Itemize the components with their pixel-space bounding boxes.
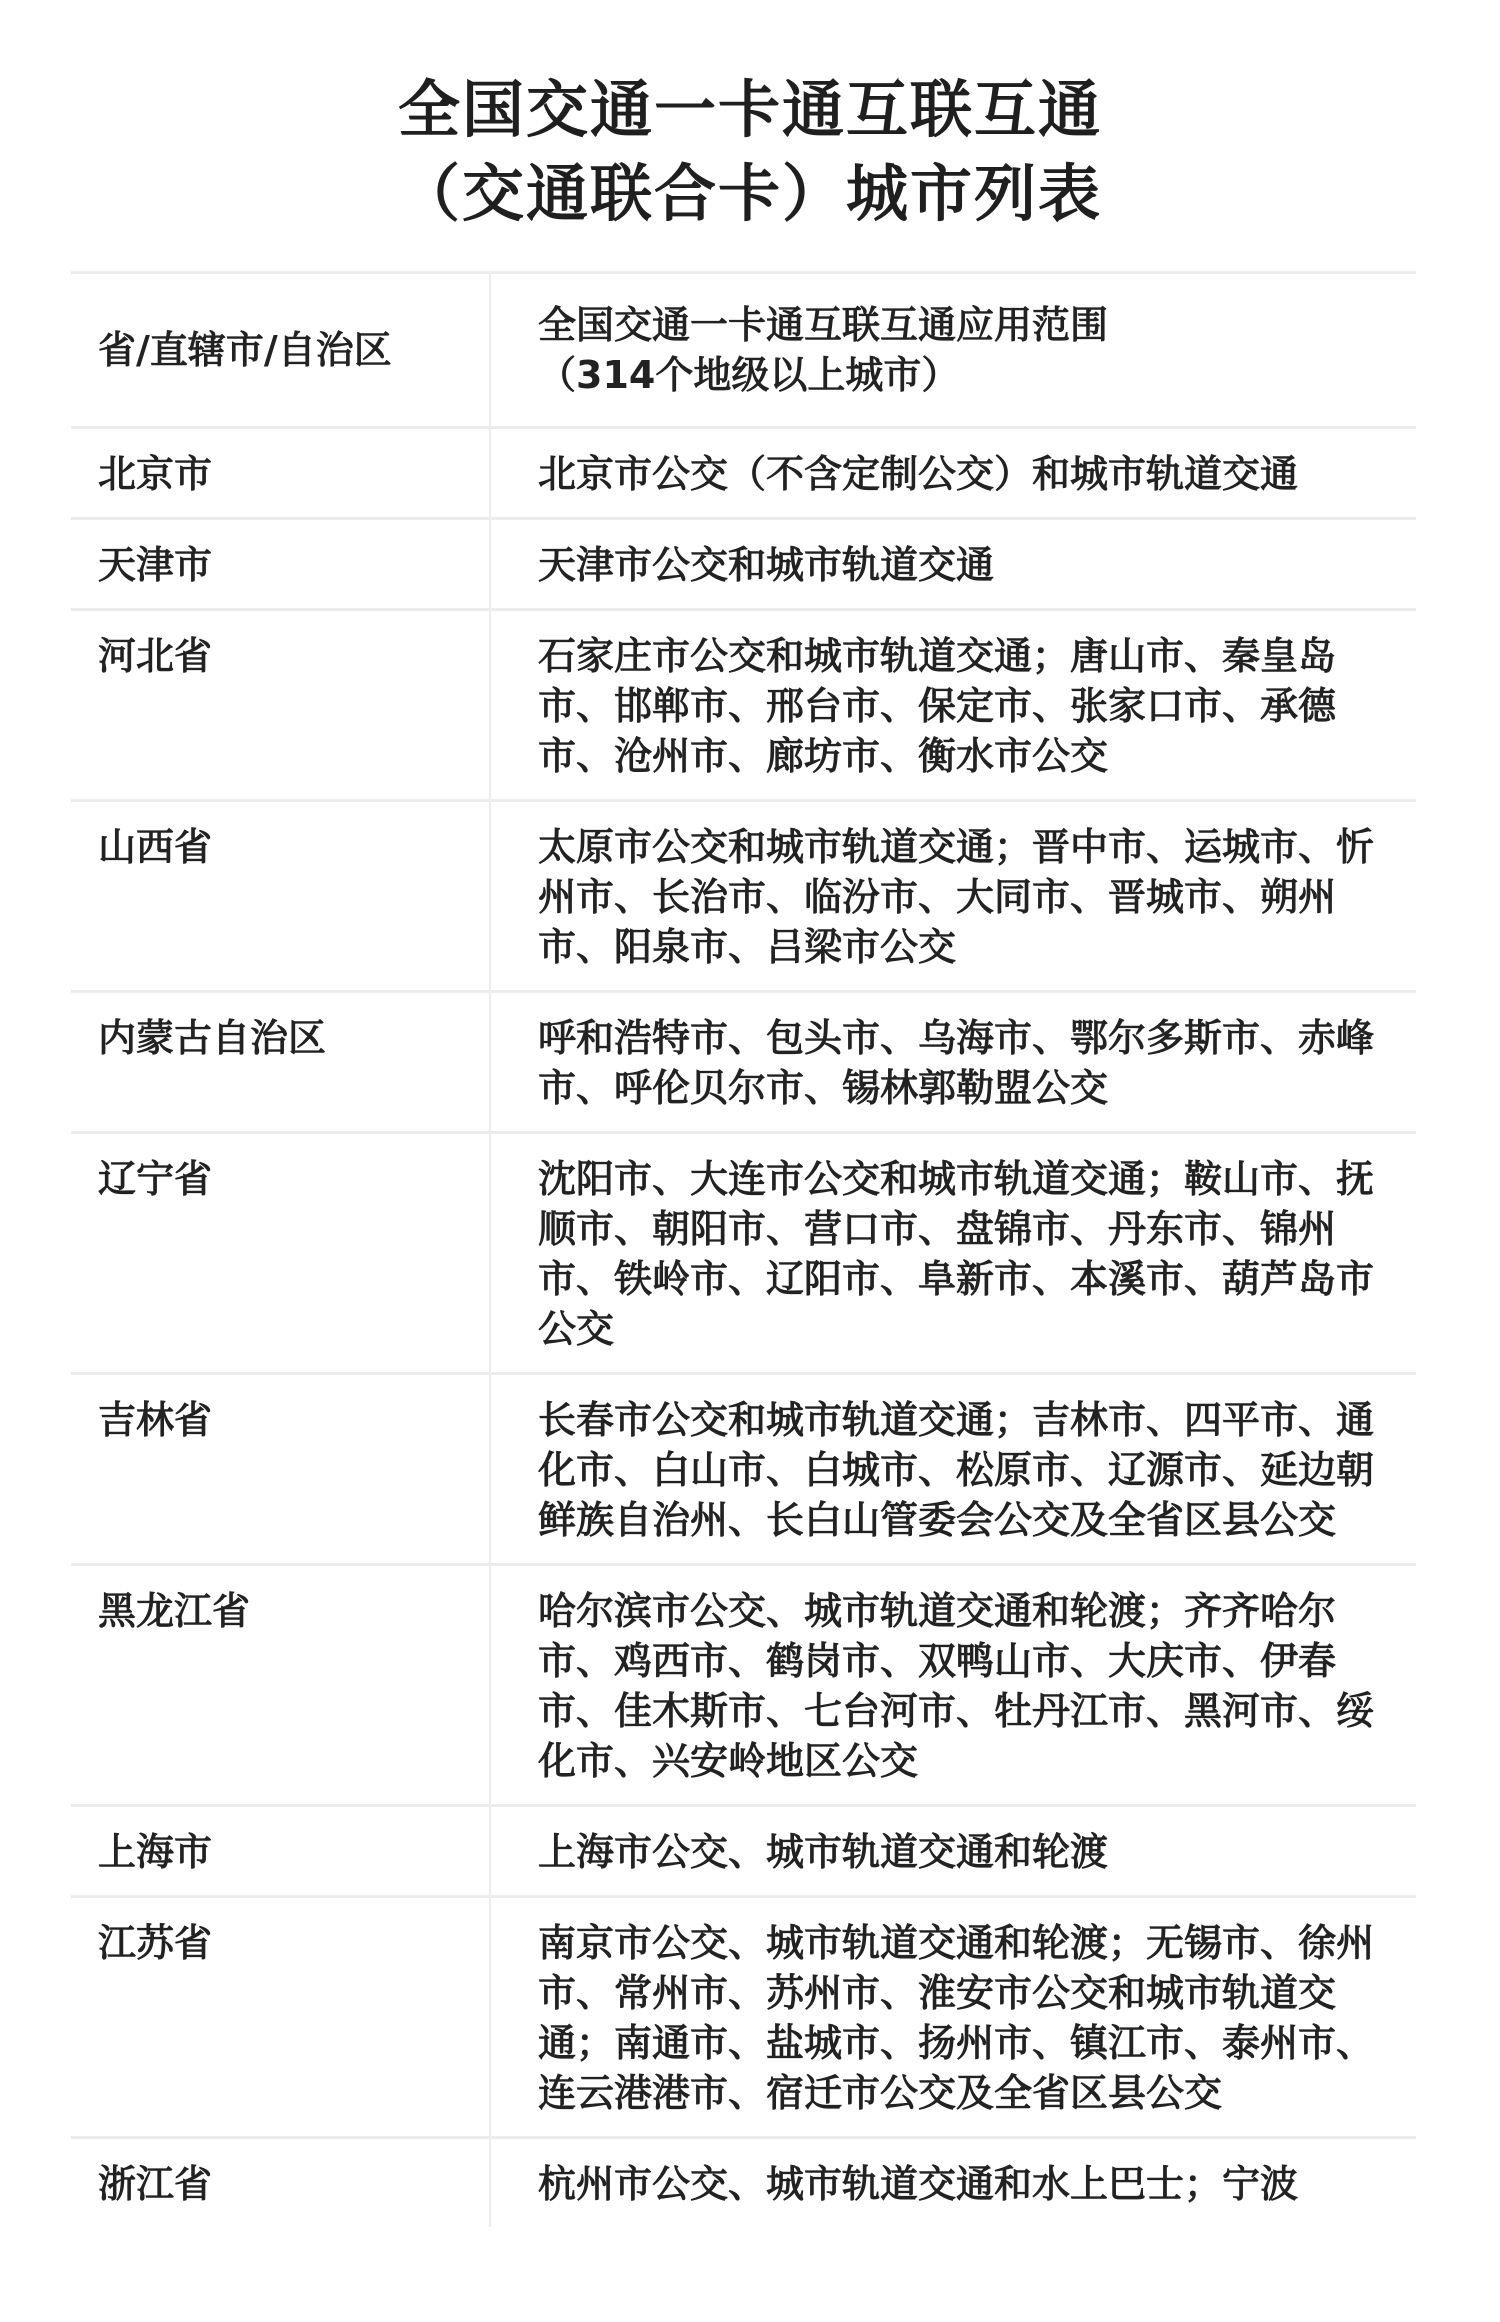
- table-row: [71, 1133, 1416, 1374]
- table-row: [71, 2138, 1416, 2228]
- row-scope: 呼和浩特市、包头市、乌海市、鄂尔多斯市、赤峰市、呼伦贝尔市、锡林郭勒盟公交: [490, 992, 1416, 1133]
- table-row: [71, 1565, 1416, 1806]
- table-row: [71, 992, 1416, 1133]
- row-scope: 长春市公交和城市轨道交通；吉林市、四平市、通化市、白山市、白城市、松原市、辽源市、延边朝鲜族自治州、长白山管委会公交及全省区县公交: [490, 1374, 1416, 1565]
- row-province: 山西省: [71, 801, 490, 992]
- title-line-2: （交通联合卡）城市列表: [397, 156, 1102, 230]
- row-province: 北京市: [71, 428, 490, 519]
- row-scope: 上海市公交、城市轨道交通和轮渡: [490, 1806, 1416, 1897]
- row-province: 浙江省: [71, 2138, 490, 2228]
- header-scope-line-1: 全国交通一卡通互联互通应用范围: [538, 303, 1109, 347]
- row-province: 上海市: [71, 1806, 490, 1897]
- table-row: [71, 1897, 1416, 2138]
- row-province: 天津市: [71, 519, 490, 610]
- row-province: 江苏省: [71, 1897, 490, 2138]
- table-row: [71, 610, 1416, 801]
- header-province: 省/直辖市/自治区: [71, 273, 490, 428]
- table-row: [71, 801, 1416, 992]
- city-list-table: [71, 271, 1416, 2227]
- table-row: [71, 1806, 1416, 1897]
- page-title: [0, 68, 1500, 236]
- row-scope: 南京市公交、城市轨道交通和轮渡；无锡市、徐州市、常州市、苏州市、淮安市公交和城市轨道交通；南通市、盐城市、扬州市、镇江市、泰州市、连云港港市、宿迁市公交及全省区县公交: [490, 1897, 1416, 2138]
- row-scope: 北京市公交（不含定制公交）和城市轨道交通: [490, 428, 1416, 519]
- row-province: 河北省: [71, 610, 490, 801]
- header-scope: [490, 273, 1416, 428]
- row-province: 辽宁省: [71, 1133, 490, 1374]
- row-province: 黑龙江省: [71, 1565, 490, 1806]
- title-line-1: 全国交通一卡通互联互通: [397, 72, 1102, 146]
- row-scope: 太原市公交和城市轨道交通；晋中市、运城市、忻州市、长治市、临汾市、大同市、晋城市、朔州市、阳泉市、吕梁市公交: [490, 801, 1416, 992]
- row-scope: 哈尔滨市公交、城市轨道交通和轮渡；齐齐哈尔市、鸡西市、鹤岗市、双鸭山市、大庆市、伊春市、佳木斯市、七台河市、牡丹江市、黑河市、绥化市、兴安岭地区公交: [490, 1565, 1416, 1806]
- row-province: 吉林省: [71, 1374, 490, 1565]
- table-row: [71, 1374, 1416, 1565]
- row-scope: 杭州市公交、城市轨道交通和水上巴士；宁波: [490, 2138, 1416, 2228]
- row-scope: 沈阳市、大连市公交和城市轨道交通；鞍山市、抚顺市、朝阳市、营口市、盘锦市、丹东市、锦州市、铁岭市、辽阳市、阜新市、本溪市、葫芦岛市公交: [490, 1133, 1416, 1374]
- row-province: 内蒙古自治区: [71, 992, 490, 1133]
- header-scope-line-2: （314个地级以上城市）: [538, 353, 960, 397]
- table-row: [71, 519, 1416, 610]
- table-row: [71, 428, 1416, 519]
- table-header-row: [71, 273, 1416, 428]
- row-scope: 天津市公交和城市轨道交通: [490, 519, 1416, 610]
- row-scope: 石家庄市公交和城市轨道交通；唐山市、秦皇岛市、邯郸市、邢台市、保定市、张家口市、承德市、沧州市、廊坊市、衡水市公交: [490, 610, 1416, 801]
